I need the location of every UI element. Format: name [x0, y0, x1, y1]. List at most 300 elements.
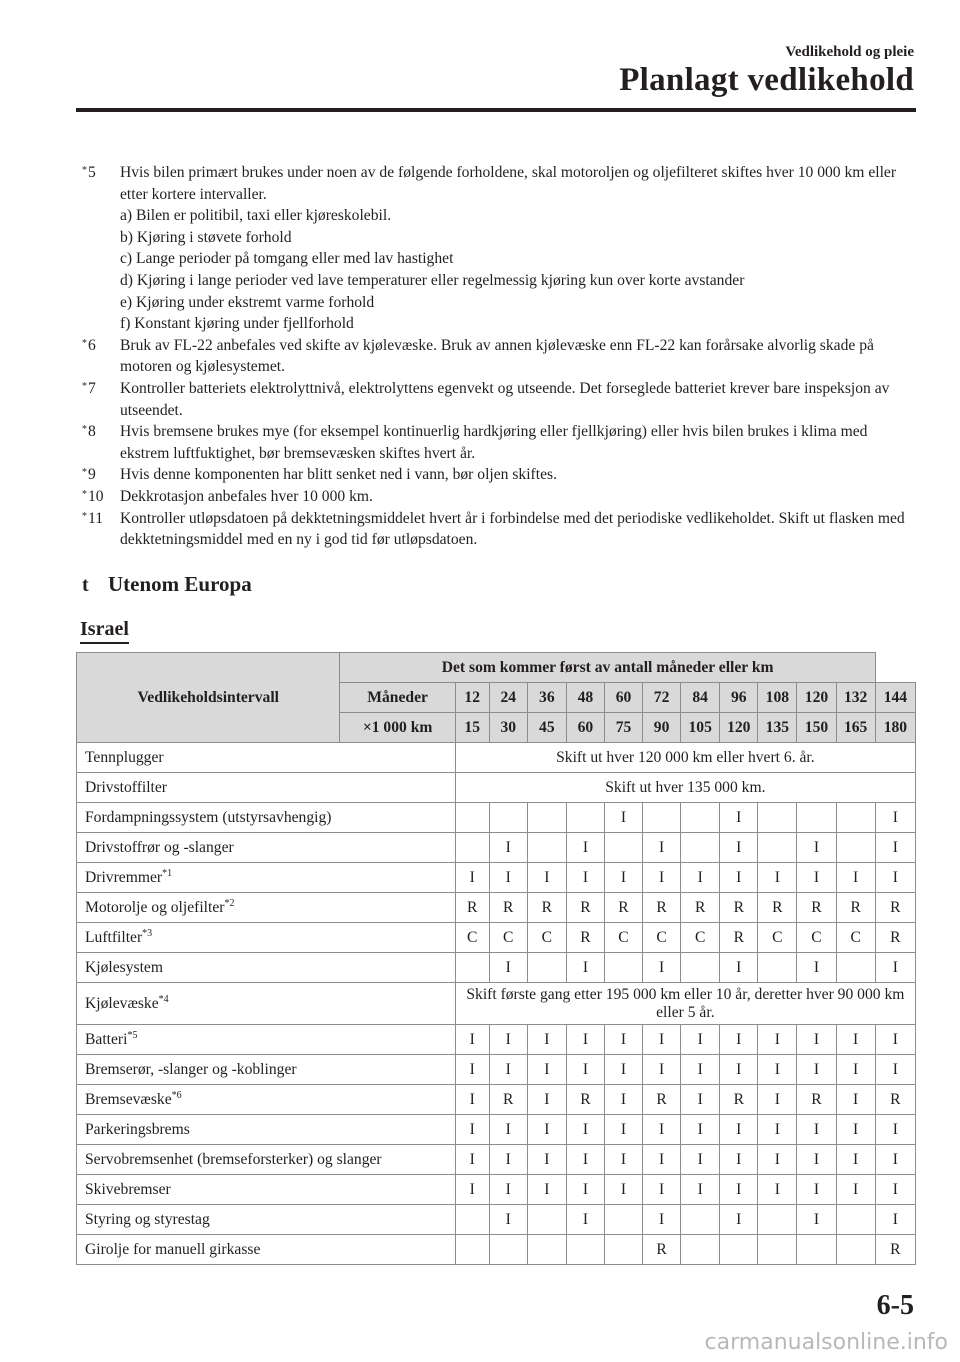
interval-cell: I: [566, 1205, 604, 1235]
interval-cell: I: [797, 953, 836, 983]
interval-cell: I: [566, 953, 604, 983]
footnote-text: Hvis bilen primært brukes under noen av de følgende forholdene, skal motoroljen og oljefilteret skiftes hver 10 000 km eller etter kortere intervaller.: [120, 164, 897, 203]
interval-cell: C: [681, 923, 720, 953]
month-header: 72: [643, 683, 681, 713]
table-row: [77, 863, 916, 893]
interval-cell: [566, 1235, 604, 1265]
interval-cell: I: [797, 1145, 836, 1175]
interval-cell: I: [875, 1115, 915, 1145]
maintenance-item: [77, 1115, 456, 1145]
footnote: [76, 421, 916, 464]
months-label: Måneder: [340, 683, 455, 713]
footnote-index: 9: [88, 466, 96, 484]
interval-cell: I: [455, 1115, 489, 1145]
interval-cell: [758, 803, 797, 833]
interval-cell: I: [797, 1175, 836, 1205]
footnotes: [76, 162, 916, 551]
item-label: Kjølevæske: [85, 994, 159, 1012]
item-label: Motorolje og oljefilter: [85, 898, 225, 916]
interval-cell: I: [566, 1145, 604, 1175]
interval-cell: I: [836, 1055, 875, 1085]
interval-cell: [681, 833, 720, 863]
month-header: 84: [681, 683, 720, 713]
interval-cell: [455, 803, 489, 833]
interval-cell: C: [489, 923, 527, 953]
interval-cell: R: [875, 1235, 915, 1265]
footnote-number: [82, 162, 96, 184]
item-footnote-ref: *3: [142, 927, 153, 939]
interval-cell: I: [643, 1115, 681, 1145]
interval-cell: I: [681, 1085, 720, 1115]
interval-cell: I: [455, 1145, 489, 1175]
interval-cell: [836, 1205, 875, 1235]
interval-cell: I: [489, 953, 527, 983]
interval-cell: R: [758, 893, 797, 923]
interval-cell: R: [875, 1085, 915, 1115]
footnote-asterisk: *: [82, 165, 87, 176]
interval-cell: [566, 803, 604, 833]
table-row: [77, 923, 916, 953]
interval-cell: I: [720, 833, 758, 863]
interval-cell: I: [455, 863, 489, 893]
table-row: [77, 893, 916, 923]
km-header: 150: [797, 713, 836, 743]
interval-cell: I: [489, 863, 527, 893]
interval-cell: I: [566, 1025, 604, 1055]
km-header: 165: [836, 713, 875, 743]
page-number: 6-5: [876, 1290, 914, 1321]
interval-cell: I: [527, 863, 566, 893]
maintenance-table: [76, 652, 916, 1265]
maintenance-item: [77, 863, 456, 893]
interval-cell: [455, 1235, 489, 1265]
interval-cell: I: [643, 1055, 681, 1085]
interval-cell: [604, 953, 642, 983]
item-label: Drivstoffrør og -slanger: [85, 838, 234, 856]
footnote-subitem: f) Konstant kjøring under fjellforhold: [120, 315, 354, 333]
interval-cell: I: [836, 863, 875, 893]
maintenance-item: [77, 893, 456, 923]
maintenance-item: [77, 833, 456, 863]
interval-cell: [604, 1205, 642, 1235]
watermark: carmanualsonline.info: [704, 1330, 948, 1355]
footnote-subitem: b) Kjøring i støvete forhold: [120, 228, 292, 246]
interval-cell: I: [758, 863, 797, 893]
footnote-text: Dekkrotasjon anbefales hver 10 000 km.: [120, 487, 373, 505]
interval-cell: [604, 833, 642, 863]
interval-cell: [527, 833, 566, 863]
interval-cell: I: [797, 1055, 836, 1085]
maintenance-item: [77, 803, 456, 833]
interval-cell: I: [604, 863, 642, 893]
interval-text: Skift ut hver 120 000 km eller hvert 6. år.: [455, 743, 915, 773]
interval-cell: [681, 1235, 720, 1265]
interval-cell: R: [643, 893, 681, 923]
footnote-asterisk: *: [82, 510, 87, 522]
maintenance-item: [77, 1235, 456, 1265]
footnote-asterisk: *: [82, 380, 87, 392]
interval-cell: R: [455, 893, 489, 923]
month-header: 24: [489, 683, 527, 713]
interval-cell: I: [836, 1025, 875, 1055]
section-bullet-icon: t: [82, 574, 89, 596]
interval-cell: R: [720, 893, 758, 923]
interval-cell: I: [604, 1055, 642, 1085]
table-row: [77, 1205, 916, 1235]
interval-cell: [758, 833, 797, 863]
interval-cell: C: [643, 923, 681, 953]
interval-cell: I: [720, 1025, 758, 1055]
table-row: [77, 1085, 916, 1115]
item-label: Parkeringsbrems: [85, 1120, 190, 1138]
maintenance-item: [77, 983, 456, 1025]
interval-cell: I: [720, 1205, 758, 1235]
interval-cell: I: [643, 833, 681, 863]
interval-cell: I: [643, 1145, 681, 1175]
month-header: 120: [797, 683, 836, 713]
item-label: Luftfilter: [85, 928, 143, 946]
item-label: Drivremmer: [85, 868, 163, 886]
interval-cell: I: [797, 1115, 836, 1145]
maintenance-item: [77, 953, 456, 983]
interval-cell: I: [836, 1145, 875, 1175]
interval-cell: I: [720, 803, 758, 833]
interval-cell: I: [489, 1205, 527, 1235]
interval-cell: I: [758, 1025, 797, 1055]
section-title: Utenom Europa: [108, 572, 252, 596]
interval-cell: I: [720, 1055, 758, 1085]
interval-cell: I: [604, 803, 642, 833]
interval-cell: I: [643, 1205, 681, 1235]
interval-cell: R: [489, 1085, 527, 1115]
footnote: [76, 486, 916, 508]
maintenance-item: [77, 1085, 456, 1115]
maintenance-item: [77, 1055, 456, 1085]
table-row: [77, 743, 916, 773]
km-header: 45: [527, 713, 566, 743]
interval-cell: I: [758, 1115, 797, 1145]
interval-cell: [681, 803, 720, 833]
maintenance-item: [77, 743, 456, 773]
table-row: [77, 953, 916, 983]
footnote-text: Kontroller batteriets elektrolyttnivå, elektrolyttens egenvekt og utseende. Det forseglede batteriet krever bare inspeksjon av utseendet.: [120, 379, 890, 419]
footnote-asterisk: *: [82, 424, 87, 436]
interval-cell: R: [566, 893, 604, 923]
interval-cell: [681, 953, 720, 983]
interval-cell: I: [455, 1025, 489, 1055]
interval-cell: [643, 803, 681, 833]
interval-cell: I: [455, 1175, 489, 1205]
item-label: Girolje for manuell girkasse: [85, 1240, 261, 1258]
interval-cell: I: [875, 1205, 915, 1235]
interval-cell: [455, 953, 489, 983]
interval-cell: R: [720, 923, 758, 953]
interval-cell: I: [681, 1115, 720, 1145]
header-section-label: Vedlikehold og pleie: [785, 44, 914, 60]
interval-cell: R: [797, 1085, 836, 1115]
interval-cell: I: [489, 1055, 527, 1085]
footnote-subitem: c) Lange perioder på tomgang eller med lav hastighet: [120, 250, 454, 268]
month-header: 132: [836, 683, 875, 713]
interval-cell: R: [566, 1085, 604, 1115]
interval-cell: I: [720, 1175, 758, 1205]
km-header: 30: [489, 713, 527, 743]
month-header: 108: [758, 683, 797, 713]
interval-cell: I: [797, 1025, 836, 1055]
interval-cell: [836, 833, 875, 863]
interval-cell: I: [643, 1175, 681, 1205]
footnote-text: Hvis denne komponenten har blitt senket ned i vann, bør oljen skiftes.: [120, 466, 557, 484]
interval-cell: R: [681, 893, 720, 923]
footnote-subitem: a) Bilen er politibil, taxi eller kjøreskolebil.: [120, 207, 392, 225]
table-row: [77, 833, 916, 863]
interval-cell: [720, 1235, 758, 1265]
item-footnote-ref: *6: [171, 1089, 182, 1101]
interval-text: Skift ut hver 135 000 km.: [455, 773, 915, 803]
table-row: [77, 1145, 916, 1175]
section-heading: [82, 572, 252, 597]
interval-cell: I: [527, 1115, 566, 1145]
item-label: Batteri: [85, 1030, 128, 1048]
interval-cell: R: [720, 1085, 758, 1115]
interval-cell: I: [489, 1145, 527, 1175]
interval-cell: I: [643, 863, 681, 893]
interval-cell: [836, 953, 875, 983]
month-header: 144: [875, 683, 915, 713]
interval-cell: I: [455, 1055, 489, 1085]
footnote-index: 6: [88, 336, 96, 354]
interval-cell: [604, 1235, 642, 1265]
km-header: 135: [758, 713, 797, 743]
km-header: 75: [604, 713, 642, 743]
interval-cell: C: [758, 923, 797, 953]
month-header: 48: [566, 683, 604, 713]
item-label: Skivebremser: [85, 1180, 171, 1198]
footnote-number: [82, 421, 96, 443]
interval-text: Skift første gang etter 195 000 km eller 10 år, deretter hver 90 000 km eller 5 år.: [455, 983, 915, 1025]
footnote-number: [82, 378, 96, 400]
interval-cell: [455, 833, 489, 863]
item-footnote-ref: *5: [127, 1029, 138, 1041]
footnote-text: Bruk av FL-22 anbefales ved skifte av kjølevæske. Bruk av annen kjølevæske enn FL-22 kan forårsake alvorlig skade på motoren og kjølesystemet.: [120, 336, 874, 376]
interval-cell: R: [875, 923, 915, 953]
interval-cell: I: [681, 1055, 720, 1085]
interval-cell: I: [875, 1145, 915, 1175]
footnote-number: [82, 464, 96, 486]
interval-cell: I: [455, 1085, 489, 1115]
item-footnote-ref: *1: [162, 867, 173, 879]
interval-cell: I: [875, 1175, 915, 1205]
footnote-text: Kontroller utløpsdatoen på dekktetningsmiddelet hvert år i forbindelse med det periodiske vedlikeholdet. Skift ut flasken med dekktetningsmiddel med en ny i god tid før utløpsdatoen.: [120, 509, 905, 549]
interval-cell: I: [566, 833, 604, 863]
interval-cell: I: [566, 1055, 604, 1085]
interval-cell: I: [527, 1025, 566, 1055]
footnote: [76, 508, 916, 551]
interval-cell: [489, 803, 527, 833]
interval-cell: R: [643, 1085, 681, 1115]
interval-cell: R: [527, 893, 566, 923]
footnote-number: [82, 335, 96, 357]
interval-cell: C: [604, 923, 642, 953]
interval-cell: I: [489, 1025, 527, 1055]
table-row: [77, 1115, 916, 1145]
footnote: [76, 464, 916, 486]
item-label: Kjølesystem: [85, 958, 163, 976]
item-label: Tennplugger: [85, 748, 164, 766]
maintenance-item: [77, 1145, 456, 1175]
footnote-text: Hvis bremsene brukes mye (for eksempel kontinuerlig hardkjøring eller fjellkjøring) eller hvis bilen brukes i klima med ekstrem luftfuktighet, bør bremsevæsken skiftes hvert år.: [120, 423, 868, 462]
item-label: Bremserør, -slanger og -koblinger: [85, 1060, 297, 1078]
subsection-heading: Israel: [80, 618, 129, 644]
interval-cell: I: [681, 1025, 720, 1055]
interval-cell: I: [836, 1115, 875, 1145]
table-row: [77, 773, 916, 803]
month-header: 96: [720, 683, 758, 713]
table-row: [77, 1025, 916, 1055]
interval-cell: [527, 1235, 566, 1265]
maintenance-item: [77, 1205, 456, 1235]
footnote: [76, 378, 916, 421]
km-header: 180: [875, 713, 915, 743]
interval-cell: I: [566, 1115, 604, 1145]
interval-cell: I: [604, 1025, 642, 1055]
item-label: Bremsevæske: [85, 1090, 172, 1108]
footnote-subitem: e) Kjøring under ekstremt varme forhold: [120, 293, 375, 311]
interval-cell: I: [566, 1175, 604, 1205]
interval-cell: I: [681, 863, 720, 893]
maintenance-item: [77, 923, 456, 953]
month-header: 12: [455, 683, 489, 713]
interval-cell: R: [489, 893, 527, 923]
footnote: [76, 162, 916, 205]
interval-cell: [797, 1235, 836, 1265]
interval-cell: I: [797, 1205, 836, 1235]
interval-cell: C: [527, 923, 566, 953]
interval-cell: I: [836, 1175, 875, 1205]
interval-cell: I: [604, 1115, 642, 1145]
maintenance-item: [77, 1025, 456, 1055]
interval-cell: I: [566, 863, 604, 893]
header-rule: [76, 108, 916, 112]
footnote-index: 10: [88, 487, 104, 505]
table-row: [77, 1235, 916, 1265]
month-header: 36: [527, 683, 566, 713]
footnote-index: 8: [88, 423, 96, 441]
interval-cell: [758, 1235, 797, 1265]
interval-cell: I: [758, 1085, 797, 1115]
interval-cell: I: [758, 1055, 797, 1085]
interval-cell: R: [643, 1235, 681, 1265]
interval-cell: I: [875, 953, 915, 983]
interval-cell: I: [604, 1085, 642, 1115]
interval-cell: R: [566, 923, 604, 953]
interval-cell: R: [604, 893, 642, 923]
item-label: Styring og styrestag: [85, 1210, 210, 1228]
interval-cell: I: [720, 1145, 758, 1175]
km-header: 15: [455, 713, 489, 743]
footnote-number: [82, 508, 103, 530]
table-corner-header: Vedlikeholdsintervall: [77, 653, 340, 743]
interval-cell: C: [797, 923, 836, 953]
table-row: [77, 983, 916, 1025]
interval-cell: C: [836, 923, 875, 953]
table-row: [77, 1055, 916, 1085]
footnote-subitem: d) Kjøring i lange perioder ved lave temperaturer eller regelmessig kjøring kun over korte avstander: [120, 271, 745, 289]
interval-cell: [527, 803, 566, 833]
table-group-header: Det som kommer først av antall måneder eller km: [340, 653, 875, 683]
month-header: 60: [604, 683, 642, 713]
interval-cell: I: [527, 1145, 566, 1175]
maintenance-item: [77, 1175, 456, 1205]
footnote-asterisk: *: [82, 488, 87, 500]
item-label: Servobremsenhet (bremseforsterker) og slanger: [85, 1150, 382, 1168]
interval-cell: I: [797, 833, 836, 863]
footnote-index: 11: [88, 509, 104, 527]
interval-cell: I: [720, 863, 758, 893]
interval-cell: I: [527, 1175, 566, 1205]
table-row: [77, 1175, 916, 1205]
item-footnote-ref: *4: [158, 993, 169, 1005]
item-footnote-ref: *2: [224, 897, 235, 909]
interval-cell: I: [681, 1175, 720, 1205]
page-title: Planlagt vedlikehold: [619, 62, 914, 98]
footnote: [76, 335, 916, 378]
maintenance-item: [77, 773, 456, 803]
interval-cell: [758, 1205, 797, 1235]
km-label: ×1 000 km: [340, 713, 455, 743]
interval-cell: I: [720, 953, 758, 983]
interval-cell: [836, 1235, 875, 1265]
footnote-index: 7: [88, 379, 96, 397]
interval-cell: R: [836, 893, 875, 923]
footnote-number: [82, 486, 104, 508]
item-label: Drivstoffilter: [85, 778, 167, 796]
interval-cell: I: [875, 803, 915, 833]
km-header: 90: [643, 713, 681, 743]
interval-cell: I: [489, 1175, 527, 1205]
interval-cell: I: [875, 1025, 915, 1055]
km-header: 60: [566, 713, 604, 743]
interval-cell: C: [455, 923, 489, 953]
interval-cell: I: [489, 833, 527, 863]
interval-cell: [527, 1205, 566, 1235]
interval-cell: [836, 803, 875, 833]
interval-cell: R: [797, 893, 836, 923]
interval-cell: I: [681, 1145, 720, 1175]
interval-cell: R: [875, 893, 915, 923]
footnote-asterisk: *: [82, 467, 87, 479]
interval-cell: I: [604, 1175, 642, 1205]
interval-cell: I: [875, 833, 915, 863]
interval-cell: I: [836, 1085, 875, 1115]
footnote-asterisk: *: [82, 337, 87, 349]
interval-cell: I: [758, 1175, 797, 1205]
interval-cell: I: [720, 1115, 758, 1145]
interval-cell: I: [643, 1025, 681, 1055]
km-header: 105: [681, 713, 720, 743]
interval-cell: I: [604, 1145, 642, 1175]
interval-cell: [758, 953, 797, 983]
interval-cell: I: [758, 1145, 797, 1175]
km-header: 120: [720, 713, 758, 743]
footnote-index: 5: [88, 164, 96, 181]
table-row: [77, 803, 916, 833]
interval-cell: I: [797, 863, 836, 893]
interval-cell: I: [643, 953, 681, 983]
interval-cell: [681, 1205, 720, 1235]
interval-cell: [527, 953, 566, 983]
interval-cell: [797, 803, 836, 833]
